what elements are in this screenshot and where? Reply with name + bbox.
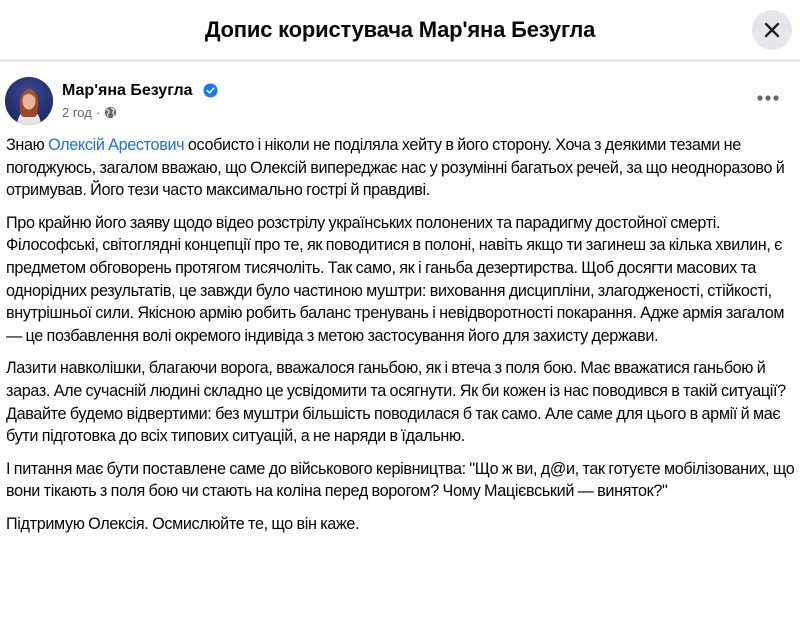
- post-paragraph: Підтримую Олексія. Осмислюйте те, що він каже.: [6, 514, 360, 533]
- post-paragraph: І питання має бути поставлене саме до військового керівництва: "Що ж ви, д@и, так готуєте мобілізованих, що вони тікають з поля бою чи стають на коліна перед ворогом? Чому Мацієвський — виняток?": [6, 459, 795, 501]
- avatar-photo: [5, 77, 53, 125]
- post-header: [0, 74, 800, 130]
- more-horizontal-icon: [757, 95, 779, 101]
- paragraph-text: Знаю: [6, 136, 49, 154]
- verified-badge-icon: [203, 83, 218, 98]
- author-name[interactable]: Мар'яна Безугла: [62, 82, 193, 99]
- post-paragraph: Про крайню його заяву щодо відео розстрілу українських полонених та парадигму достойної смерті. Філософські, світоглядні концепції про те, як поводитися в полоні, навіть якщо ти загинеш за кілька хвилин, є предметом обговорень протягом тисячоліть. Так само, як і ганьба дезертирства. Щоб досягти масових та однорідних результатів, це завжди було частиною муштри: виховання дисципліни, злагодженості, стійкості, внутрішньої сили. Якісною армію робить баланс тренувань і невідворотності покарання. Адже армія загалом — це позбавлення волі окремого індивіда з метою застосування його для захисту держави.: [6, 213, 785, 345]
- more-options-button[interactable]: [754, 88, 782, 108]
- paragraph-text: особисто і ніколи не поділяла хейту в його сторону. Хоча з деякими тезами не погоджуюсь, загалом вважаю, що Олексій випереджає нас у розумінні багатьох речей, за що неодноразово й отримував. Його тези часто максимально гострі й правдиві.: [6, 136, 785, 200]
- dialog-header: [0, 0, 800, 62]
- close-button[interactable]: [752, 10, 792, 50]
- globe-icon: [104, 106, 117, 119]
- post-body: [6, 134, 796, 546]
- mention-link[interactable]: Олексій Арестович: [48, 136, 185, 154]
- post-paragraph: [6, 134, 796, 202]
- close-icon: [763, 21, 781, 39]
- avatar[interactable]: [5, 77, 53, 125]
- meta-separator: ·: [95, 105, 101, 120]
- post-time[interactable]: 2 год: [62, 105, 92, 120]
- post-meta: [62, 105, 117, 120]
- dialog-title: Допис користувача Мар'яна Безугла: [204, 16, 596, 42]
- post-paragraph: Лазити навколішки, благаючи ворога, вважалося ганьбою, як і втеча з поля бою. Має вважатися ганьбою й зараз. Але сучасній людині складно це усвідомити та осягнути. Як би кожен із нас поводився в такій ситуації? Давайте будемо відвертими: без муштри більшість поводилася б так само. Але саме для цього в армії й має бути підготовка до всіх типових ситуацій, а не наряди в їдальню.: [6, 359, 786, 446]
